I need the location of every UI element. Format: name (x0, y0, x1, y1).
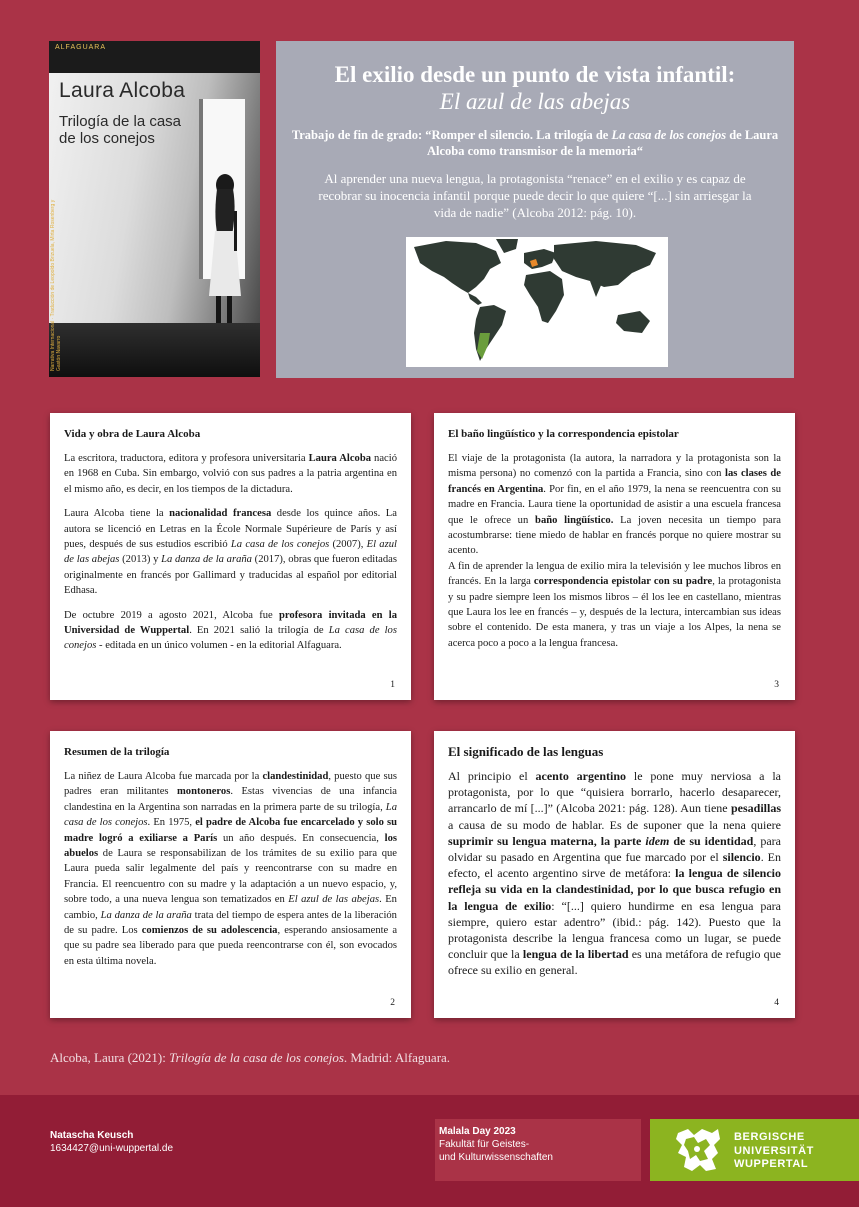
text-bold: los abuelos (64, 832, 397, 860)
text-bold: pesadillas (730, 801, 781, 816)
text-run: La niñez de Laura Alcoba fue marcada por la (64, 771, 263, 782)
text-run: nació en 1968 en Cuba. Sin embargo, volvió con sus padres a la patria argentina en el mismo año, es decir, en los tiempos de la dictadura. (64, 453, 397, 495)
text-bold: el padre de Alcoba fue encarcelado y solo su madre logró a exiliarse a París (64, 817, 398, 844)
thesis-title-part: Trabajo de fin de grado: “Romper el silencio. La trilogía de (291, 128, 612, 142)
card-paragraph (64, 769, 397, 969)
text-run: un año después. En consecuencia, (217, 832, 385, 844)
card-vida-y-obra (50, 413, 411, 700)
faculty-line-1: Fakultät für Geistes- (439, 1139, 530, 1150)
university-name-line: WUPPERTAL (734, 1158, 809, 1170)
text-run: es una metáfora de refugio que ofrece su exilio en general. (448, 947, 781, 978)
text-run: . En efecto, el acento argentino sirve de metáfora: (448, 850, 781, 881)
text-run: : “[...] quiero hundirme en esa lengua para siempre, quiero estar adentro” (ibid.: pág. 142). Puesto que la protagonista describe la lengua francesa como un lugar, se puede concluir que la (448, 898, 781, 962)
poster-title (276, 61, 794, 115)
card-paragraph (64, 451, 397, 497)
text-run: trata del tiempo de espera antes de la liberación de su padre. Los (64, 909, 397, 937)
text-bold: acento argentino (535, 769, 627, 783)
card-paragraph (64, 608, 397, 654)
event-title: Malala Day 2023 (439, 1126, 516, 1137)
text-italic: La casa de los conejos (64, 625, 397, 652)
text-run: desde los quince años. La autora se licenció en Letras en la École Normale Supérieure de París y así pues, después de sus estudios escribió (64, 508, 397, 551)
text-run: . Estas vivencias de una infancia clandestina en la Argentina son narradas en la primera parte de su trilogía, (64, 786, 397, 813)
thesis-title-part: de Laura Alcoba como transmisor de la memoria“ (426, 128, 779, 158)
card-heading: El baño lingüístico y la correspondencia epistolar (448, 428, 679, 440)
card-bano-linguistico (434, 413, 795, 700)
card-number: 2 (390, 997, 395, 1008)
text-run: a causa de su modo de hablar. Es de suponer que la nena quiere (448, 817, 781, 832)
text-bold: las clases de francés en Argentina (448, 468, 781, 495)
text-run: . En cambio, (64, 894, 397, 921)
thesis-title-italic: La casa de los conejos (611, 128, 727, 142)
text-bold: lengua de la libertad (522, 947, 629, 962)
event-info-box (435, 1119, 641, 1181)
text-run: Alcoba, Laura (2021): (50, 1050, 170, 1065)
text-run: La joven necesita un tiempo para acostumbrarse: tiene miedo de hablar en francés porque no quiere mostrar su acento. (448, 514, 781, 557)
card-number: 4 (774, 997, 779, 1008)
text-bold: Laura Alcoba (308, 453, 372, 464)
text-bold: correspondencia epistolar con su padre (533, 576, 713, 588)
text-run: , para olvidar su pasado en Argentina que fue marcado por el (448, 833, 781, 865)
text-run: El viaje de la protagonista (la autora, la narradora y la protagonista son la misma persona) no comenzó con la partida a Francia, sino con (448, 453, 781, 480)
cover-floor (49, 323, 260, 377)
text-run: (2013) y (119, 554, 162, 566)
text-bold: comienzos de su adolescencia (141, 925, 278, 937)
text-run: . Por fin, en el año 1979, la nena se reencuentra con su madre en Francia. Laura tiene la oportunidad de asistir a una escuela francesa que le ofrece un (448, 483, 782, 526)
text-bold: la lengua de silencio refleja su vida en la clandestinidad, por lo que busca refugio en la lengua de exilio (448, 866, 781, 913)
text-bold-italic: idem (645, 833, 670, 848)
text-run: , esperando ansiosamente a que su padre sea liberado para que pueda reencontrarse con él, son evocados en esta última novela. (64, 925, 398, 967)
text-italic: La danza de la araña (161, 554, 252, 566)
map-marker-paris (533, 262, 536, 265)
university-name-line: BERGISCHE (734, 1131, 805, 1143)
bibliography-citation (50, 1050, 450, 1066)
text-run: (2007), (329, 539, 367, 551)
text-italic: La casa de los conejos (230, 539, 330, 551)
card-heading: Vida y obra de Laura Alcoba (64, 428, 201, 440)
card-number: 3 (774, 679, 779, 690)
card-number: 1 (390, 679, 395, 690)
text-italic: La casa de los conejos (64, 801, 397, 829)
poster-title-main: El exilio desde un punto de vista infantil: (334, 62, 736, 87)
text-italic: El azul de las abejas (288, 894, 380, 906)
text-bold: de su identidad (669, 833, 754, 848)
card-heading: Resumen de la trilogía (64, 746, 170, 758)
text-run: . En 2021 salió la trilogía de (189, 625, 329, 637)
card-resumen-trilogia (50, 731, 411, 1018)
intro-quote: Al aprender una nueva lengua, la protagonista “renace” en el exilio y es capaz de recobrar su inocencia infantil porque puede decir lo que quiere “[...] sin arriesgar la vida de nadie” (Alcoba 2012: pág. 10). (318, 171, 752, 220)
card-paragraph (64, 506, 397, 598)
text-bold: montoneros (176, 786, 231, 798)
text-run: le pone muy nerviosa a la protagonista, por lo que “quisiera borrarlo, hacerlo desaparecer, arrancarlo de mí [...]” (Alcoba 2021: pág. 128). Aun tiene (448, 769, 782, 816)
cover-side-text: Narrativa Internacional · Traducción de Leopoldo Brizuela, Mirta Rosenberg y Gastón Navarro (50, 199, 62, 371)
text-run: de Laura se responsabilizan de los trámites de su exilio para que Laura pueda salir legalmente del país y reencontrarse con su madre en Francia. El reencuentro con su madre y la adaptación a un nuevo espacio, y, sobre todo, a una nueva lengua son tematizados en (64, 848, 397, 906)
faculty-line-2: und Kulturwissenschaften (439, 1152, 553, 1163)
author-name: Natascha Keusch (50, 1130, 134, 1141)
text-italic: La danza de la araña (100, 909, 192, 921)
card-heading: El significado de las lenguas (448, 744, 604, 759)
text-bold: silencio (722, 850, 761, 865)
text-run: De octubre 2019 a agosto 2021, Alcoba fue (64, 609, 279, 621)
text-italic: El azul de las abejas (64, 539, 397, 566)
text-run: (2017), obras que fueron editadas originalmente en francés por Gallimard y traducidas al español por editorial Edhasa. (64, 554, 397, 597)
text-bold: nacionalidad francesa (169, 508, 272, 520)
book-cover-image (49, 41, 260, 377)
university-logo-box (650, 1119, 859, 1181)
text-run: . Madrid: Alfaguara. (343, 1050, 451, 1065)
text-bold: profesora invitada en la Universidad de Wuppertal (64, 609, 398, 637)
university-name-line: UNIVERSITÄT (734, 1144, 814, 1157)
text-italic: Trilogía de la casa de los conejos (169, 1050, 344, 1065)
text-run: A fin de aprender la lengua de exilio mira la televisión y lee muchos libros en francés. En la larga (448, 560, 781, 588)
card-paragraph (448, 451, 781, 559)
text-run: - editada en un único volumen - en la editorial Alfaguara. (96, 640, 342, 652)
text-run: , la protagonista y su padre siempre leen los mismos libros – él los lee en castellano, mientras que Laura los lee en francés – y, después de la lectura, intercambian sus ideas sobre el contenido. De esta manera, y tras un viaje a los Alpes, la nena se acerca poco a poco a la lengua francesa. (448, 576, 781, 649)
world-map-image (406, 237, 668, 367)
poster-subtitle: El azul de las abejas (439, 89, 631, 114)
header-panel (276, 41, 794, 378)
university-name (734, 1131, 814, 1172)
text-run: . En 1975, (147, 817, 196, 829)
text-bold: suprimir su lengua materna, la parte (448, 833, 646, 848)
cover-author: Laura Alcoba (59, 79, 186, 102)
text-run: La escritora, traductora, editora y profesora universitaria (64, 453, 309, 464)
text-run: Laura Alcoba tiene la (64, 508, 170, 520)
text-bold: baño lingüístico. (535, 514, 614, 526)
cover-publisher: ALFAGUARA (55, 44, 107, 51)
card-paragraph (448, 559, 781, 651)
university-crest-icon (672, 1125, 724, 1175)
text-run: Al principio el (448, 769, 536, 783)
card-significado-lenguas (434, 731, 795, 1018)
card-paragraph (448, 768, 781, 979)
text-bold: clandestinidad (262, 771, 329, 782)
text-run: , puesto que sus padres eran militantes (64, 771, 398, 798)
author-email: 1634427@uni-wuppertal.de (50, 1143, 174, 1154)
footer (0, 1095, 859, 1207)
cover-title: Trilogía de la casa de los conejos (59, 113, 182, 147)
thesis-title (290, 127, 780, 159)
